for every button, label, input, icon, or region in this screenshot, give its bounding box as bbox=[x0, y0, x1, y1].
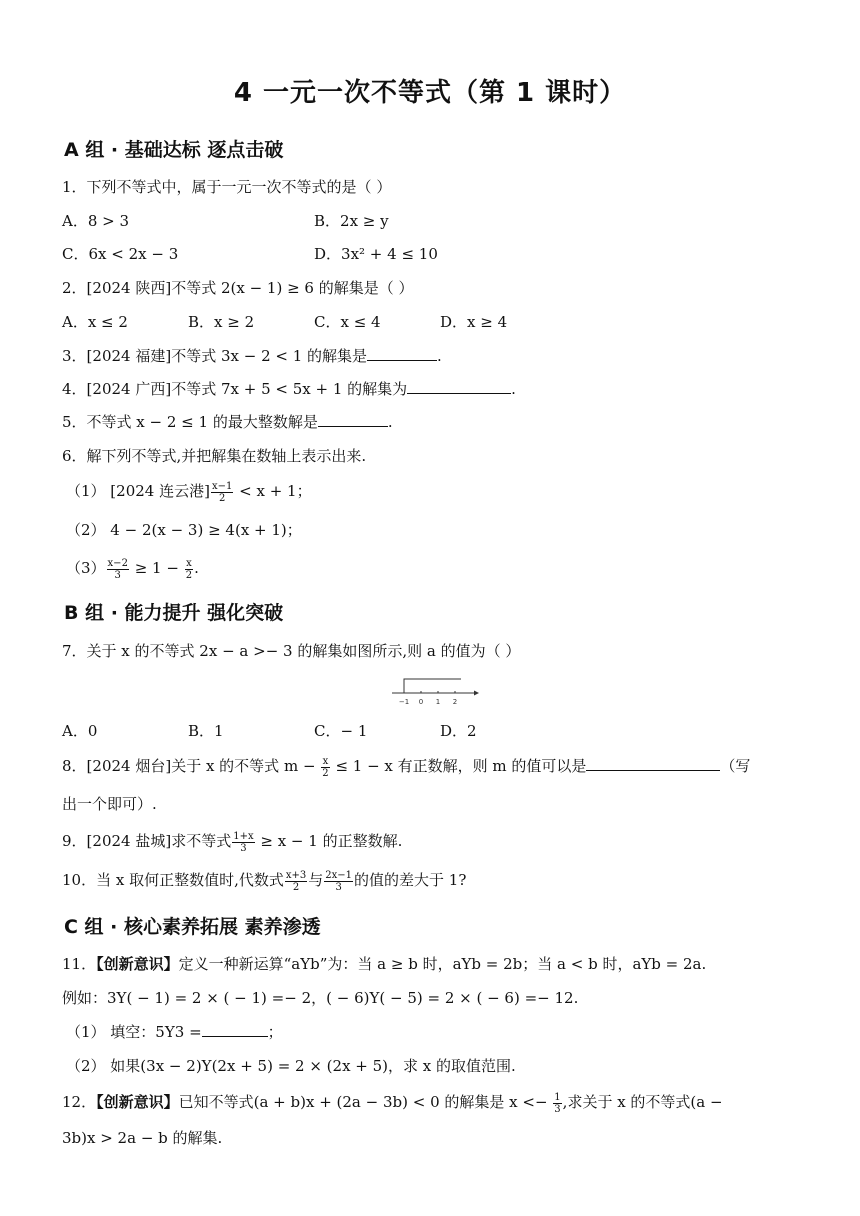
section-c-heading: C 组 · 核心素养拓展 素养渗透 bbox=[64, 916, 321, 938]
q10-line bbox=[62, 869, 466, 893]
q6-part-2: （2） 4 − 2(x − 3) ≥ 4(x + 1)； bbox=[66, 521, 302, 539]
q11-answer-blank[interactable] bbox=[202, 1022, 268, 1037]
q2-option-a: A．x ≤ 2 bbox=[62, 313, 128, 331]
q10-text: 10．当 x 取何正整数值时,代数式 bbox=[62, 871, 284, 889]
q5-text: 5．不等式 x − 2 ≤ 1 的最大整数解是 bbox=[62, 413, 318, 431]
q6-part-3-fraction-2: $\frac{x}{2}$ bbox=[185, 557, 193, 581]
q9-text-end: ≥ x − 1 的正整数解. bbox=[255, 832, 403, 850]
q11-part-2: （2） 如果(3x − 2)Y(2x + 5) = 2 × (2x + 5)，求 x 的取值范围. bbox=[66, 1057, 516, 1075]
q6-part-3-label: （3） bbox=[66, 559, 106, 577]
q12-number: 12． bbox=[62, 1093, 97, 1111]
q11-part-1 bbox=[66, 1021, 283, 1043]
q6-part-1 bbox=[66, 480, 312, 504]
q6-part-1-rest: < x + 1； bbox=[234, 482, 312, 500]
number-line-tick-label: −1 bbox=[398, 698, 410, 706]
q10-fraction-1: $\frac{x+3}{2}$ bbox=[285, 869, 307, 893]
q12-line-2: 3b)x > 2a − b 的解集. bbox=[62, 1129, 223, 1147]
q12-tag: 【创新意识】 bbox=[96, 1093, 179, 1111]
q6-part-3 bbox=[66, 557, 199, 581]
q12-text-end: ,求关于 x 的不等式(a − bbox=[562, 1093, 723, 1111]
q10-text-end: 的值的差大于 1? bbox=[354, 871, 467, 889]
q2-option-d: D．x ≥ 4 bbox=[440, 313, 508, 331]
q11-line-1 bbox=[62, 953, 706, 975]
q7-option-c: C．− 1 bbox=[314, 722, 368, 740]
q1-option-a: A．8 > 3 bbox=[62, 212, 130, 230]
q9-fraction: $\frac{1+x}{3}$ bbox=[233, 830, 254, 854]
q8-text-end: （写 bbox=[720, 757, 751, 775]
q4-answer-blank[interactable] bbox=[407, 379, 511, 394]
q6-part-1-fraction: $\frac{x-1}{2}$ bbox=[211, 480, 233, 504]
q8-line-2: 出一个即可）. bbox=[62, 795, 157, 813]
q11-number: 11． bbox=[62, 955, 97, 973]
solution-ray bbox=[404, 679, 461, 693]
q12-fraction: $\frac{1}{3}$ bbox=[554, 1091, 561, 1115]
q8-text: 8．[2024 烟台]关于 x 的不等式 m − bbox=[62, 757, 321, 775]
q7-option-d: D．2 bbox=[440, 722, 477, 740]
q9-text: 9．[2024 盐城]求不等式 bbox=[62, 832, 232, 850]
q4-end: . bbox=[511, 380, 516, 398]
q8-answer-blank[interactable] bbox=[586, 756, 720, 771]
q5-line bbox=[62, 411, 393, 433]
q5-answer-blank[interactable] bbox=[318, 412, 388, 427]
q4-text: 4．[2024 广西]不等式 7x + 5 < 5x + 1 的解集为 bbox=[62, 380, 408, 398]
section-a-heading: A 组 · 基础达标 逐点击破 bbox=[64, 139, 284, 161]
q8-fraction: $\frac{x}{2}$ bbox=[322, 755, 329, 779]
q11-text: 定义一种新运算“aYb”为：当 a ≥ b 时，aYb = 2b；当 a < b 时，aYb = 2a. bbox=[178, 955, 707, 973]
page-title: 4 一元一次不等式（第 1 课时） bbox=[233, 78, 627, 108]
q11-tag: 【创新意识】 bbox=[96, 955, 179, 973]
q12-text: 已知不等式(a + b)x + (2a − 3b) < 0 的解集是 x <− bbox=[178, 1093, 553, 1111]
q8-text-mid: ≤ 1 − x 有正数解，则 m 的值可以是 bbox=[330, 757, 587, 775]
section-b-heading: B 组 · 能力提升 强化突破 bbox=[64, 602, 284, 624]
q12-line-1 bbox=[62, 1091, 723, 1115]
q11-part-1-end: ； bbox=[267, 1023, 283, 1041]
q6-part-3-mid: ≥ 1 − bbox=[129, 559, 184, 577]
q10-fraction-2: $\frac{2x-1}{3}$ bbox=[325, 869, 353, 893]
q1-option-c: C．6x < 2x − 3 bbox=[62, 245, 179, 263]
q7-stem: 7．关于 x 的不等式 2x − a >− 3 的解集如图所示,则 a 的值为（ ） bbox=[62, 642, 521, 660]
q2-option-c: C．x ≤ 4 bbox=[314, 313, 381, 331]
q11-part-1-text: （1） 填空：5Y3 = bbox=[66, 1023, 202, 1041]
q3-answer-blank[interactable] bbox=[367, 346, 437, 361]
q2-stem: 2．[2024 陕西]不等式 2(x − 1) ≥ 6 的解集是（ ） bbox=[62, 279, 414, 297]
q1-option-b: B．2x ≥ y bbox=[314, 212, 389, 230]
q3-text: 3．[2024 福建]不等式 3x − 2 < 1 的解集是 bbox=[62, 347, 368, 365]
q6-part-3-fraction: $\frac{x-2}{3}$ bbox=[107, 557, 128, 581]
q6-part-3-end: . bbox=[194, 559, 199, 577]
q9-line bbox=[62, 830, 402, 854]
q7-option-a: A．0 bbox=[62, 722, 98, 740]
q5-end: . bbox=[387, 413, 393, 431]
q6-part-1-label: （1） [2024 连云港] bbox=[66, 482, 210, 500]
q7-option-b: B．1 bbox=[188, 722, 224, 740]
q2-option-b: B．x ≥ 2 bbox=[188, 313, 255, 331]
q11-line-2: 例如：3Y( − 1) = 2 × ( − 1) =− 2，( − 6)Y( − 5) = 2 × ( − 6) =− 12. bbox=[62, 989, 579, 1007]
number-line-arrow bbox=[474, 691, 479, 696]
number-line-figure bbox=[390, 674, 480, 710]
q8-line-1 bbox=[62, 755, 750, 779]
number-line-tick-label: 0 bbox=[418, 698, 424, 706]
q3-line bbox=[62, 345, 442, 367]
q1-stem: 1．下列不等式中，属于一元一次不等式的是（ ） bbox=[62, 178, 392, 196]
q4-line bbox=[62, 378, 516, 400]
q10-text-mid: 与 bbox=[308, 871, 324, 889]
q1-option-d: D．3x² + 4 ≤ 10 bbox=[314, 245, 438, 263]
number-line-tick-label: 1 bbox=[435, 698, 441, 706]
q6-stem: 6．解下列不等式,并把解集在数轴上表示出来. bbox=[62, 447, 367, 465]
number-line-tick-label: 2 bbox=[452, 698, 458, 706]
q3-end: . bbox=[437, 347, 442, 365]
